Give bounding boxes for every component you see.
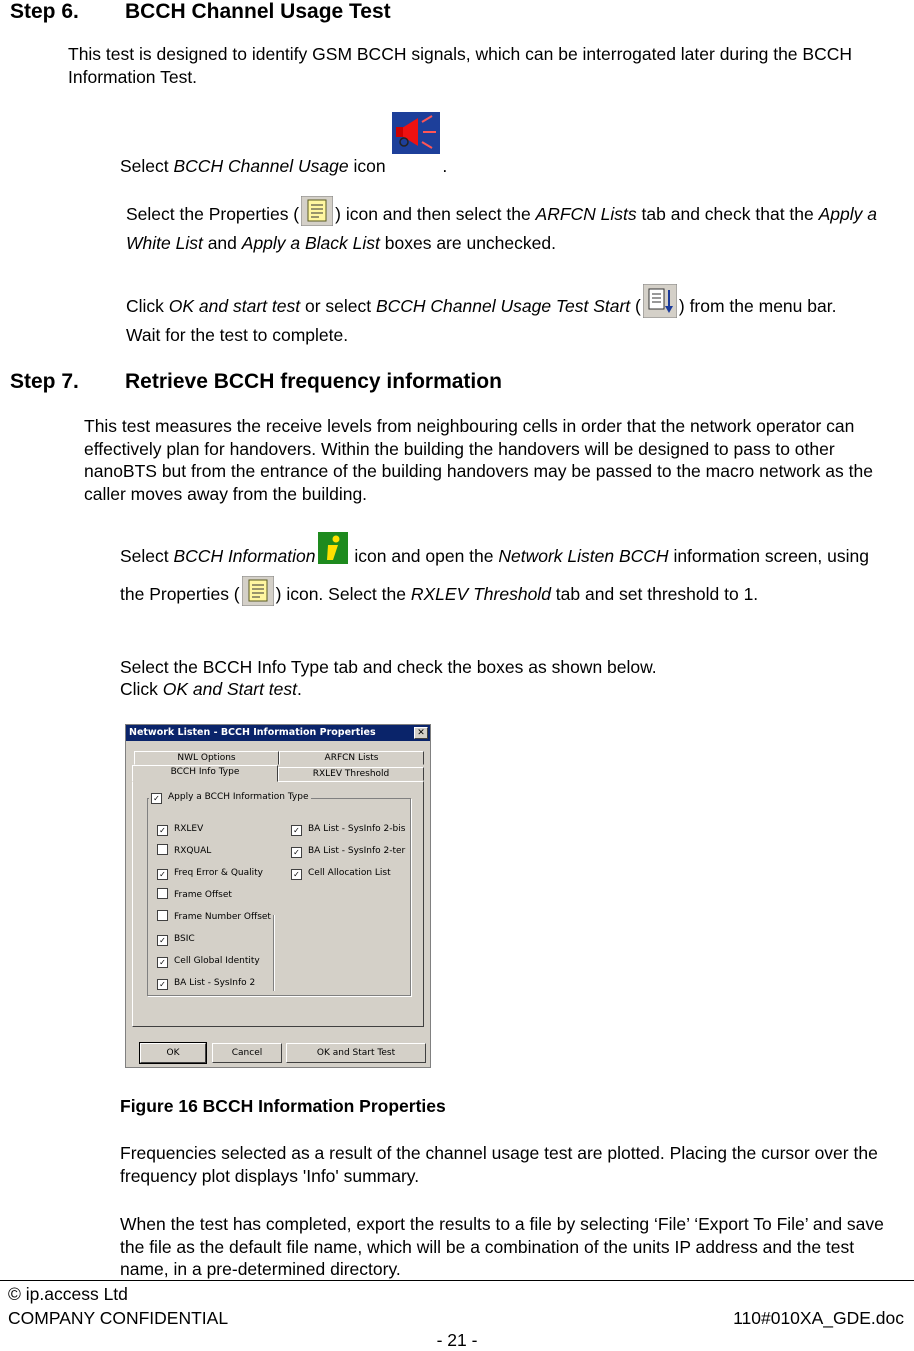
checkbox-box[interactable]: ✓: [157, 869, 168, 880]
step7-select-para: Select BCCH Information icon and open the Network Listen BCCH information screen, using the Properties ( ) icon. Select the RXLEV Threshold tab and set threshold to 1.: [120, 532, 880, 618]
start-test-icon: [643, 284, 677, 324]
checkbox-box[interactable]: [157, 888, 168, 899]
dialog-titlebar: [126, 725, 430, 741]
checkbox-label: BA List - SysInfo 2-bis: [308, 824, 406, 834]
checkbox-left-7[interactable]: [157, 976, 255, 990]
cancel-button[interactable]: Cancel: [212, 1043, 282, 1063]
checkbox-label: BSIC: [174, 934, 195, 944]
bcch-properties-dialog: [125, 724, 431, 1068]
close-icon[interactable]: ✕: [414, 727, 428, 739]
footer-confidential: COMPANY CONFIDENTIAL: [8, 1308, 229, 1328]
dialog-title: Network Listen - BCCH Information Properties: [129, 727, 376, 738]
step7-info-type: Select the BCCH Info Type tab and check the boxes as shown below.: [120, 657, 657, 677]
step6-select-line: Select BCCH Channel Usage icon .: [120, 112, 880, 160]
checkbox-label: BA List - SysInfo 2: [174, 978, 256, 988]
figure-caption: Figure 16 BCCH Information Properties: [120, 1096, 446, 1116]
checkbox-box[interactable]: [157, 844, 168, 855]
group-divider: [273, 915, 274, 991]
checkbox-label: Cell Global Identity: [174, 956, 260, 966]
footer-copyright: © ip.access Ltd: [8, 1284, 128, 1304]
tab-rxlev-threshold[interactable]: RXLEV Threshold: [278, 767, 424, 781]
checkbox-left-0[interactable]: [157, 822, 203, 836]
checkbox-label: BA List - SysInfo 2-ter: [308, 846, 406, 856]
checkbox-left-2[interactable]: [157, 866, 263, 880]
checkbox-left-6[interactable]: [157, 954, 260, 968]
checkbox-left-4[interactable]: [157, 910, 271, 924]
checkbox-left-5[interactable]: [157, 932, 195, 946]
checkbox-box[interactable]: [157, 910, 168, 921]
checkbox-right-2[interactable]: [291, 866, 391, 880]
checkbox-label: Freq Error & Quality: [174, 868, 263, 878]
step7-click-ok: Click OK and Start test.: [120, 679, 302, 699]
checkbox-label: RXQUAL: [174, 846, 212, 856]
step7-title: Retrieve BCCH frequency information: [125, 370, 502, 393]
step7-number: Step 7.: [10, 370, 79, 393]
checkbox-box[interactable]: ✓: [291, 847, 302, 858]
step6-title: BCCH Channel Usage Test: [125, 0, 391, 23]
checkbox-label: Frame Number Offset: [174, 912, 271, 922]
checkbox-label: RXLEV: [174, 824, 204, 834]
step6-click-para: Click OK and start test or select BCCH Channel Usage Test Start ( ) from the menu bar. Wait for the test to complete.: [126, 284, 866, 346]
tab-arfcn-lists[interactable]: ARFCN Lists: [279, 751, 424, 765]
footer-rule: [0, 1280, 914, 1281]
properties-icon: [242, 576, 274, 618]
apply-info-type-checkbox[interactable]: ✓ Apply a BCCH Information Type: [149, 790, 311, 804]
checkbox-box[interactable]: ✓: [157, 935, 168, 946]
megaphone-icon: [392, 112, 440, 160]
tab-nwl-options[interactable]: NWL Options: [134, 751, 279, 765]
checkbox-label: Frame Offset: [174, 890, 232, 900]
ok-button[interactable]: OK: [140, 1043, 206, 1063]
checkbox-box[interactable]: ✓: [291, 869, 302, 880]
page-number: - 21 -: [436, 1330, 478, 1350]
checkbox-right-1[interactable]: [291, 844, 405, 858]
step7-export-para: When the test has completed, export the results to a file by selecting ‘File’ ‘Export To File’ and save the file as the default file name, which will be a combination of the units IP address and the test name, in a pre-determined directory.: [120, 1214, 884, 1279]
footer-docref: 110#010XA_GDE.doc: [733, 1308, 904, 1328]
info-icon: [318, 532, 348, 576]
step7-intro: This test measures the receive levels from neighbouring cells in order that the network operator can effectively plan for handovers. Within the building the handovers will be designed to pass to other nanoBTS but from the entrance of the building handovers may be passed to the macro network as the caller moves away from the building.: [84, 416, 873, 504]
checkbox-label: Cell Allocation List: [308, 868, 391, 878]
step6-properties-para: Select the Properties ( ) icon and then select the ARFCN Lists tab and check that the Apply a White List and Apply a Black List boxes are unchecked.: [126, 196, 886, 254]
checkbox-right-0[interactable]: [291, 822, 405, 836]
checkbox-box[interactable]: ✓: [157, 825, 168, 836]
step7-frequencies-para: Frequencies selected as a result of the channel usage test are plotted. Placing the cursor over the frequency plot displays 'Info' summary.: [120, 1143, 878, 1186]
ok-start-test-button[interactable]: OK and Start Test: [286, 1043, 426, 1063]
step6-number: Step 6.: [10, 0, 79, 23]
checkbox-box[interactable]: ✓: [157, 957, 168, 968]
properties-icon: [301, 196, 333, 232]
checkbox-box[interactable]: ✓: [157, 979, 168, 990]
step6-intro: This test is designed to identify GSM BCCH signals, which can be interrogated later during the BCCH Information Test.: [68, 44, 852, 87]
tab-panel: [132, 781, 424, 1027]
checkbox-left-3[interactable]: [157, 888, 232, 902]
checkbox-left-1[interactable]: [157, 844, 211, 858]
tab-bcch-info-type[interactable]: BCCH Info Type: [132, 765, 278, 782]
checkbox-box[interactable]: ✓: [291, 825, 302, 836]
